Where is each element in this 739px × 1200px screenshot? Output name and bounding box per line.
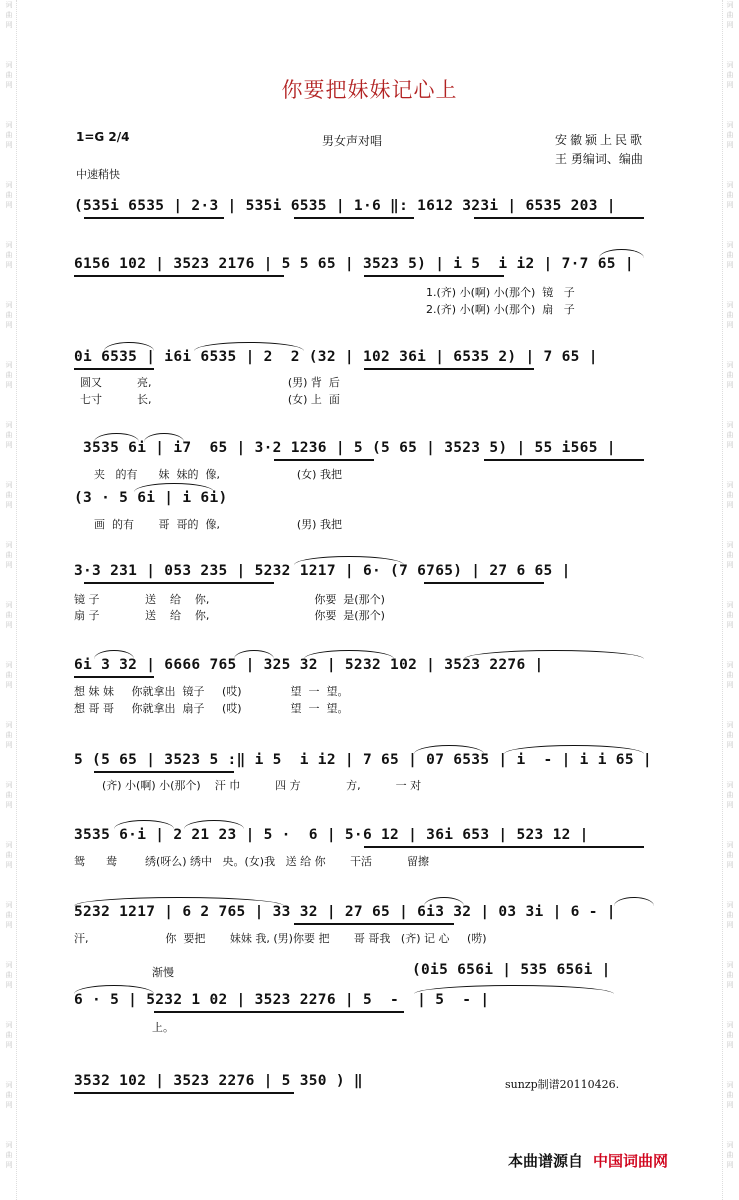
lyric-line: 上。: [152, 1021, 174, 1034]
beam: [294, 923, 454, 925]
beam: [154, 1011, 404, 1013]
watermark-text: 词 曲 网: [726, 481, 734, 509]
watermark-text: 词 曲 网: [5, 181, 13, 209]
slur: [114, 820, 174, 829]
beam: [74, 275, 284, 277]
slur: [74, 985, 154, 994]
watermark-text: 词 曲 网: [5, 961, 13, 989]
watermark-text: 词 曲 网: [726, 781, 734, 809]
slur: [184, 820, 244, 829]
watermark-text: 词 曲 网: [5, 61, 13, 89]
lyric-line: 画 的有 哥 哥的 像, (男) 我把: [94, 518, 342, 531]
slur: [414, 745, 484, 754]
notation: 5 (5 65 | 3523 5 :‖ i 5 i i2 | 7 65 | 07 6535 | i - | i i 65 |: [74, 752, 652, 768]
watermark-text: 词 曲 网: [5, 1081, 13, 1109]
beam: [364, 846, 644, 848]
score-line-4-alt: [74, 490, 654, 531]
slur: [94, 650, 134, 659]
watermark-text: 词 曲 网: [726, 1021, 734, 1049]
watermark-text: 词 曲 网: [5, 1021, 13, 1049]
lyric-line: 夹 的有 妹 妹的 像, (女) 我把: [94, 468, 342, 481]
watermark-text: 词 曲 网: [5, 361, 13, 389]
score-line-3: [74, 349, 654, 406]
beam: [84, 582, 274, 584]
watermark-text: 词 曲 网: [726, 301, 734, 329]
slur: [104, 342, 154, 351]
beam: [74, 676, 154, 678]
watermark-text: 词 曲 网: [5, 421, 13, 449]
watermark-text: 词 曲 网: [726, 541, 734, 569]
beam: [484, 459, 644, 461]
watermark-text: 词 曲 网: [5, 841, 13, 869]
watermark-text: 词 曲 网: [5, 661, 13, 689]
beam: [74, 368, 154, 370]
score-line-10: [74, 992, 654, 1034]
score-line-8: [74, 827, 654, 868]
lyric-verse-2: 七寸 长, (女) 上 面: [80, 393, 340, 406]
notation: 6156 102 | 3523 2176 | 5 5 65 | 3523 5) | i 5 i i2 | 7·7 65 |: [74, 256, 634, 272]
notation: 0i 6535 | i6i 6535 | 2 2 (32 | 102 36i | 6535 2) | 7 65 |: [74, 349, 598, 365]
beam: [274, 459, 374, 461]
lyric-verse-2: 想 哥 哥 你就拿出 扇子 (哎) 望 一 望。: [74, 702, 349, 715]
watermark-text: 词 曲 网: [726, 1081, 734, 1109]
watermark-text: 词 曲 网: [5, 541, 13, 569]
watermark-text: 词 曲 网: [726, 121, 734, 149]
notation: 3535 6i | i7 65 | 3·2 1236 | 5 (5 65 | 3523 5) | 55 i565 |: [74, 440, 616, 456]
score-line-2: [74, 256, 654, 316]
song-title: 你要把妹妹记心上: [281, 78, 458, 102]
performance-form: 男女声对唱: [322, 134, 383, 148]
lyric-verse-2: 2.(齐) 小(啊) 小(那个) 扇 子: [426, 303, 575, 316]
slur: [74, 897, 284, 906]
beam: [84, 217, 224, 219]
watermark-text: 词 曲 网: [726, 1, 734, 29]
watermark-text: 词 曲 网: [726, 421, 734, 449]
slur: [424, 897, 464, 906]
watermark-text: 词 曲 网: [5, 1141, 13, 1169]
left-watermark-strip: [2, 0, 17, 1200]
beam: [424, 582, 544, 584]
notation: (535i 6535 | 2·3 | 535i 6535 | 1·6 ‖: 1612 323i | 6535 203 |: [74, 198, 616, 214]
notation: 6 · 5 | 5232 1 02 | 3523 2276 | 5 - | 5 - |: [74, 992, 490, 1008]
lyric-verse-2: 扇 子 送 给 你, 你要 是(那个): [74, 609, 385, 622]
score-line-9: [74, 904, 654, 945]
watermark-text: 词 曲 网: [726, 661, 734, 689]
watermark-text: 词 曲 网: [5, 121, 13, 149]
tempo-marking: 中速稍快: [76, 168, 120, 181]
watermark-text: 词 曲 网: [726, 1141, 734, 1169]
score-line-6: [74, 657, 654, 715]
lyric-verse-1: 1.(齐) 小(啊) 小(那个) 镜 子: [426, 286, 575, 299]
slur: [304, 650, 394, 659]
watermark-text: 词 曲 网: [726, 61, 734, 89]
watermark-text: 词 曲 网: [5, 721, 13, 749]
watermark-text: 词 曲 网: [5, 601, 13, 629]
beam: [294, 217, 414, 219]
notation: 3532 102 | 3523 2276 | 5 350 ) ‖: [74, 1073, 363, 1089]
slur: [599, 249, 644, 258]
beam: [364, 275, 504, 277]
lyric-line: (齐) 小(啊) 小(那个) 汗 巾 四 方 方, 一 对: [74, 779, 422, 792]
song-source: 安徽颍上民歌: [555, 133, 646, 147]
notation: 3535 6·i | 2 21 23 | 5 · 6 | 5·6 12 | 36i 653 | 523 12 |: [74, 827, 589, 843]
slur: [144, 433, 184, 442]
watermark-text: 词 曲 网: [5, 481, 13, 509]
transcriber-credit: sunzp制谱20110426.: [505, 1078, 620, 1091]
beam: [364, 368, 534, 370]
slur: [614, 897, 654, 906]
slur: [414, 985, 614, 994]
beam: [94, 771, 234, 773]
intro-fragment: (0i5 656i | 535 656i |: [412, 962, 611, 978]
notation-alternate: (3 · 5 6i | i 6i): [74, 490, 228, 506]
score-line-4: [74, 440, 654, 481]
notation: 3·3 231 | 053 235 | 5232 1217 | 6· (7 6765) | 27 6 65 |: [74, 563, 571, 579]
dynamic-marking: 渐慢: [152, 966, 174, 979]
key-signature: 1=G 2/4: [76, 130, 130, 144]
slur: [504, 745, 644, 754]
footer-site-link[interactable]: 中国词曲网: [593, 1152, 669, 1170]
song-author: 王 勇编词、编曲: [555, 152, 643, 166]
right-watermark-strip: [722, 0, 737, 1200]
watermark-text: 词 曲 网: [5, 241, 13, 269]
footer-prefix: 本曲谱源自: [508, 1152, 584, 1170]
beam: [474, 217, 644, 219]
watermark-text: 词 曲 网: [5, 781, 13, 809]
watermark-text: 词 曲 网: [726, 901, 734, 929]
score-line-5: [74, 563, 654, 622]
lyric-verse-1: 镜 子 送 给 你, 你要 是(那个): [74, 593, 385, 606]
watermark-text: 词 曲 网: [5, 301, 13, 329]
watermark-text: 词 曲 网: [5, 901, 13, 929]
notation: 6i 3 32 | 6666 765 | 325 32 | 5232 102 | 3523 2276 |: [74, 657, 544, 673]
slur: [234, 650, 274, 659]
lyric-line: 汗, 你 要把 妹妹 我, (男)你要 把 哥 哥我 (齐) 记 心 (唠): [74, 932, 487, 945]
score-line-7: [74, 752, 654, 792]
watermark-text: 词 曲 网: [726, 841, 734, 869]
slur: [464, 650, 644, 659]
lyric-line: 鸳 鸯 绣(呀么) 绣中 央。(女)我 送 给 你 干活 留擦: [74, 855, 430, 868]
watermark-text: 词 曲 网: [726, 601, 734, 629]
slur: [134, 483, 214, 492]
watermark-text: 词 曲 网: [726, 721, 734, 749]
watermark-text: 词 曲 网: [726, 181, 734, 209]
watermark-text: 词 曲 网: [5, 1, 13, 29]
source-footer: [508, 1150, 668, 1171]
watermark-text: 词 曲 网: [726, 361, 734, 389]
lyric-verse-1: 想 妹 妹 你就拿出 镜子 (哎) 望 一 望。: [74, 685, 349, 698]
slur: [94, 433, 139, 442]
beam: [74, 1092, 294, 1094]
score-line-1: [74, 198, 654, 228]
notation: 5232 1217 | 6 2 765 | 33 32 | 27 65 | 6i3 32 | 03 3i | 6 - |: [74, 904, 616, 920]
lyric-verse-1: 圆又 亮, (男) 背 后: [80, 376, 340, 389]
slur: [294, 556, 404, 565]
watermark-text: 词 曲 网: [726, 961, 734, 989]
watermark-text: 词 曲 网: [726, 241, 734, 269]
slur: [194, 342, 304, 351]
